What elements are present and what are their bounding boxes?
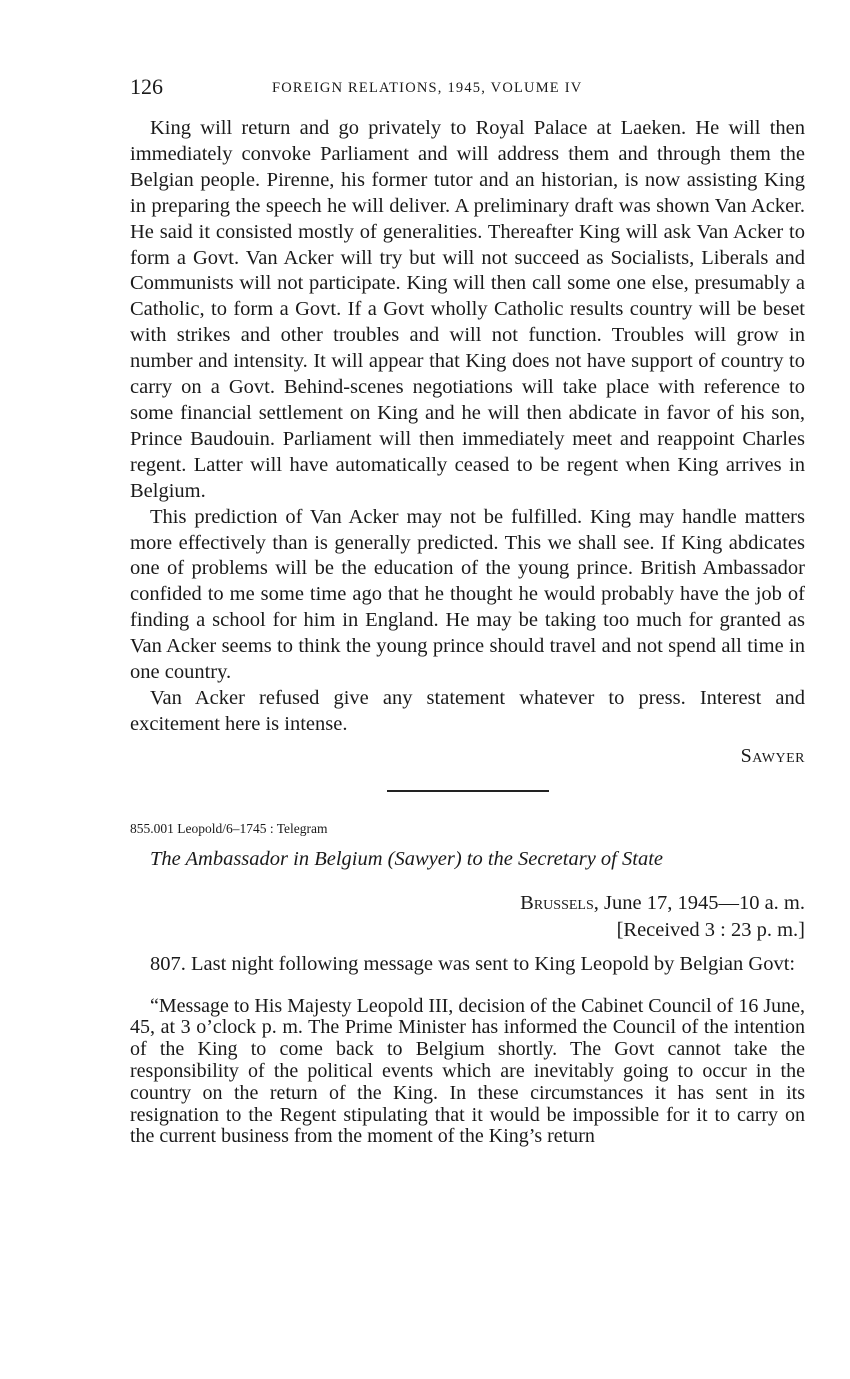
body-paragraph-2: This prediction of Van Acker may not be fulfilled. King may handle matters more effectively than is generally predicted. This we shall see. If King abdicates one of problems will be the education of the young prince. British Ambassador confided to me some time ago that he thought he would probably have the job of finding a school for him in England. He may be taking too much for granted as Van Acker seems to think the young prince should travel and not spend all time in one country. [130, 505, 805, 684]
body-paragraph-1: King will return and go privately to Royal Palace at Laeken. He will then immediately convoke Parliament and will address them and through them the Belgian people. Pirenne, his former tutor and an historian, is now assisting King in preparing the speech he will deliver. A preliminary draft was shown Van Acker. He said it consisted mostly of generalities. Thereafter King will ask Van Acker to form a Govt. Van Acker will try but will not succeed as Socialists, Liberals and Communists will not participate. King will then call some one else, presumably a Catholic, to form a Govt. If a Govt wholly Catholic results country will be beset with strikes and other troubles and will not function. Troubles will grow in number and intensity. It will appear that King does not have support of country to carry on a Govt. Behind-scenes negotiations will take place with reference to some financial settlement on King and he will then abdicate in favor of his son, Prince Baudouin. Parliament will then immediately meet and reappoint Charles regent. Latter will have automatically ceased to be regent when King arrives in Belgium. [130, 117, 805, 502]
signature-name: Sawyer [740, 744, 805, 767]
document-page [130, 72, 805, 1148]
received-time: [Received 3 : 23 p. m.] [616, 918, 805, 941]
running-title: FOREIGN RELATIONS, 1945, VOLUME IV [272, 80, 583, 96]
quoted-message: “Message to His Majesty Leopold III, decision of the Cabinet Council of 16 June, 45, at 3 o’clock p. m. The Prime Minister has informed the Council of the intention of the King to come back to Belgium shortly. The Govt cannot take the responsibility of the political events which are inevitably going to occur in the country on the return of the King. In these circumstances it has sent in its resignation to the Regent stipulating that it would be impossible for it to carry on the current business from the moment of the King’s return [130, 994, 805, 1148]
running-header [130, 72, 805, 102]
dateline-place: Brussels, [520, 891, 599, 914]
signature [130, 744, 805, 770]
file-reference: 855.001 Leopold/6–1745 : Telegram [130, 820, 328, 836]
body-paragraph-3: Van Acker refused give any statement whatever to press. Interest and excitement here is intense. [130, 686, 805, 735]
dateline-date: June 17, 1945—10 a. m. [598, 891, 805, 914]
dateline [130, 890, 805, 917]
page-number: 126 [130, 74, 163, 99]
telegram-paragraph: 807. Last night following message was sent to King Leopold by Belgian Govt: [150, 952, 796, 975]
document-title: The Ambassador in Belgium (Sawyer) to the Secretary of State [150, 847, 663, 870]
section-divider [387, 790, 549, 792]
